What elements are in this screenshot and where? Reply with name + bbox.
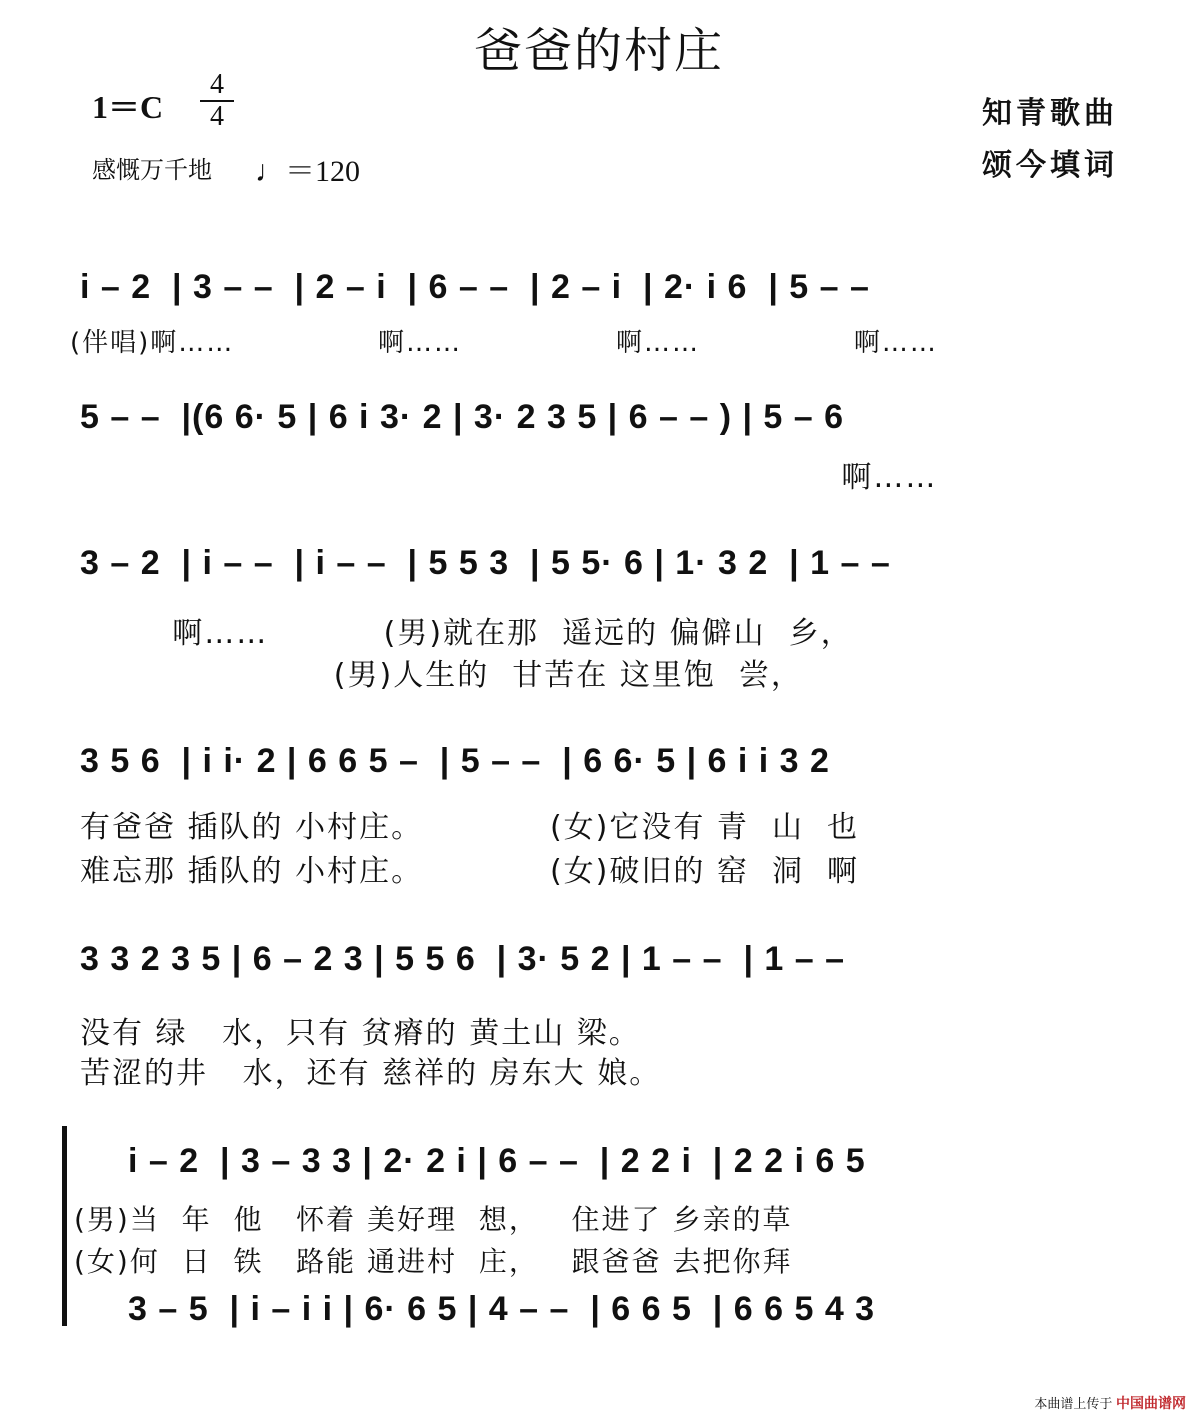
expression-mark: 感慨万千地: [92, 156, 212, 184]
tempo-mark: ♩＝120: [255, 155, 360, 188]
footer-brand-logo[interactable]: 中国曲谱网: [1116, 1395, 1186, 1411]
lyric-line: (男)当 年 他 怀着 美好理 想， 住进了 乡亲的草: [74, 1203, 793, 1236]
lyric-line: 啊…… (男)就在那 遥远的 偏僻山 乡，: [80, 616, 853, 651]
notation-row: 3 5 6 | i i· 2 | 6 6 5 – | 5 – – | 6 6· 5 | 6 i i 3 2: [80, 742, 830, 780]
lyric-line: 没有 绿 水，只有 贫瘠的 黄土山 梁。: [80, 1016, 641, 1051]
lyric-line: (伴唱)啊…… 啊…… 啊…… 啊……: [70, 328, 938, 358]
time-signature: [200, 69, 234, 132]
notation-row-lower: 3 – 5 | i – i i | 6· 6 5 | 4 – – | 6 6 5 | 6 6 5 4 3: [128, 1290, 876, 1328]
lyric-line: 有爸爸 插队的 小村庄。 (女)它没有 青 山 也: [80, 810, 860, 845]
lyric-line: 难忘那 插队的 小村庄。 (女)破旧的 窑 洞 啊: [80, 854, 860, 889]
key-signature: 1＝C: [92, 89, 164, 125]
notation-row: i – 2 | 3 – – | 2 – i | 6 – – | 2 – i | 2· i 6 | 5 – –: [80, 268, 870, 306]
credit-lyrics: 颂今填词: [982, 148, 1118, 183]
credit-music: 知青歌曲: [982, 96, 1118, 131]
lyric-line: 苦涩的井 水，还有 慈祥的 房东大 娘。: [80, 1056, 662, 1091]
notation-row-upper: i – 2 | 3 – 3 3 | 2· 2 i | 6 – – | 2 2 i | 2 2 i 6 5: [128, 1142, 866, 1180]
song-title: 爸爸的村庄: [473, 23, 724, 79]
notation-row: 3 – 2 | i – – | i – – | 5 5 3 | 5 5· 6 | 1· 3 2 | 1 – –: [80, 544, 891, 582]
time-signature-top: 4: [210, 69, 224, 100]
lyric-line: 啊……: [80, 460, 938, 495]
time-signature-bottom: 4: [210, 101, 224, 132]
footer: [1034, 1393, 1186, 1413]
lyric-line: (女)何 日 铁 路能 通进村 庄， 跟爸爸 去把你拜: [74, 1245, 793, 1278]
footer-text: 本曲谱上传于: [1034, 1396, 1113, 1411]
notation-row: 3 3 2 3 5 | 6 – 2 3 | 5 5 6 | 3· 5 2 | 1 – – | 1 – –: [80, 940, 846, 978]
system-bracket: [62, 1126, 67, 1326]
notation-row: 5 – – |(6 6· 5 | 6 i 3· 2 | 3· 2 3 5 | 6 – – ) | 5 – 6: [80, 398, 845, 436]
lyric-line: (男)人生的 甘苦在 这里饱 尝，: [80, 658, 803, 693]
